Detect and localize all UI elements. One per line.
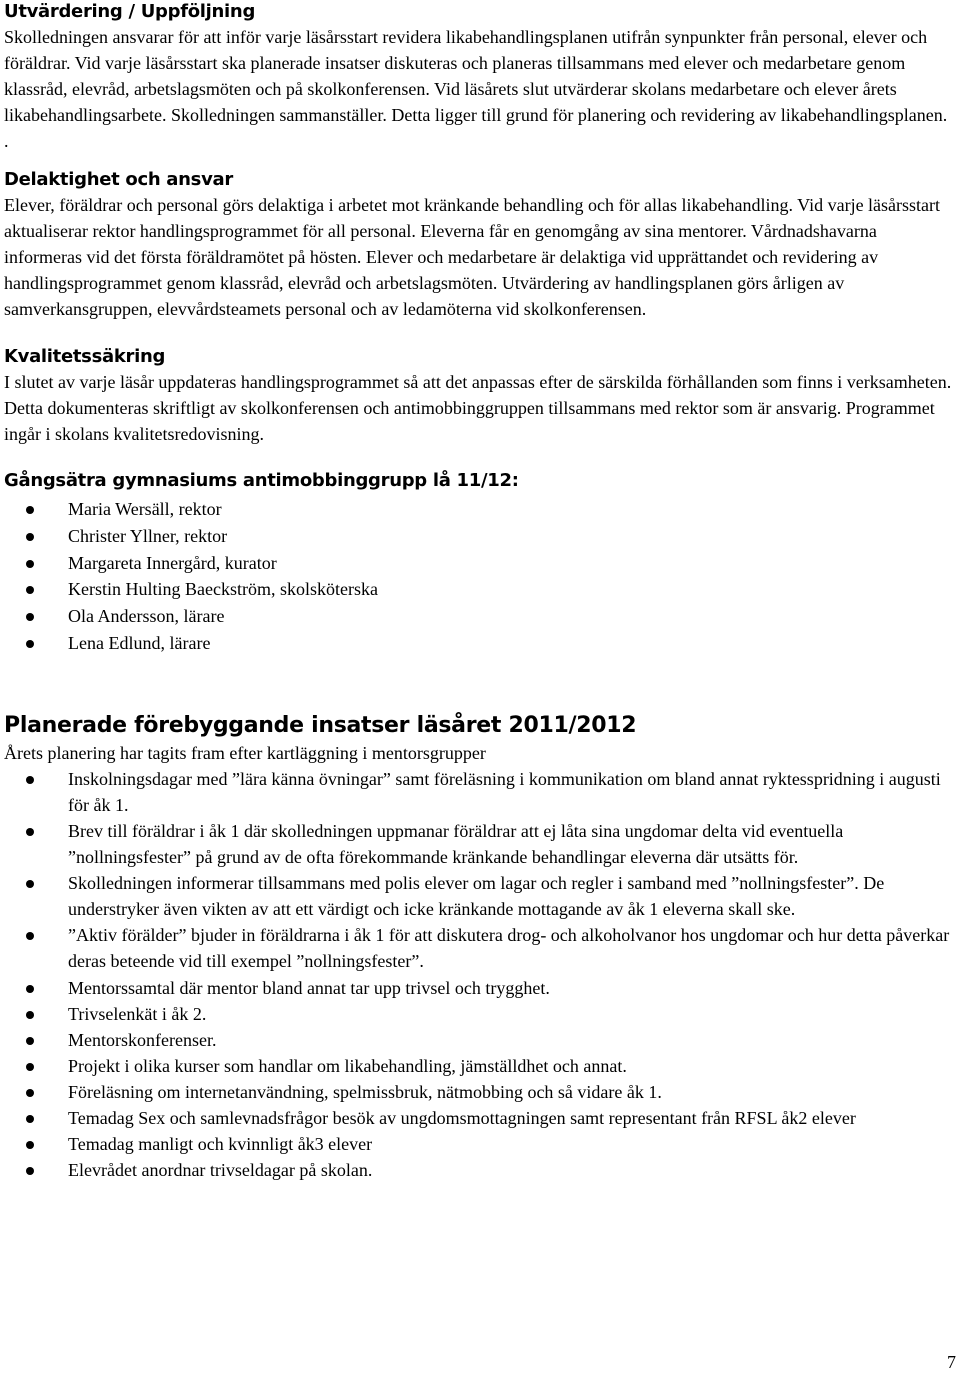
list-item: Temadag manligt och kvinnligt åk3 elever: [4, 1131, 954, 1157]
list-item: Mentorssamtal där mentor bland annat tar upp trivsel och trygghet.: [4, 975, 954, 1001]
list-item: Mentorskonferenser.: [4, 1027, 954, 1053]
document-page: [4, 0, 954, 1183]
planned-intro: Årets planering har tagits fram efter kartläggning i mentorsgrupper: [4, 742, 486, 763]
list-item: Brev till föräldrar i åk 1 där skolledningen uppmanar föräldrar att ej låta sina ungdomar delta vid eventuella ”nollningsfester” på grund av de ofta förekommande kränkande behandlingar eleverna där utsätts för.: [4, 818, 954, 870]
list-item: Elevrådet anordnar trivseldagar på skolan.: [4, 1157, 954, 1183]
list-item: Temadag Sex och samlevnadsfrågor besök av ungdomsmottagningen samt representant från RFSL åk2 elever: [4, 1105, 954, 1131]
evaluation-paragraph: Skolledningen ansvarar för att inför varje läsårsstart revidera likabehandlingsplanen utifrån synpunkter från personal, elever och föräldrar. Vid varje läsårsstart ska planerade insatser diskuteras och planeras tillsammans med elever och medarbetare genom klassråd, elevråd, arbetslagsmöten och på skolkonferensen. Vid läsårets slut utvärderar skolans medarbetare och elever årets likabehandlingsarbete. Skolledningen sammanställer. Detta ligger till grund för planering och revidering av likabehandlingsplanen.: [4, 27, 948, 125]
list-item: Christer Yllner, rektor: [4, 523, 954, 550]
page-number: 7: [947, 1352, 956, 1372]
stray-dot: .: [4, 131, 9, 151]
list-item: Maria Wersäll, rektor: [4, 496, 954, 523]
planned-item-list: [4, 766, 954, 1184]
list-item: Skolledningen informerar tillsammans med polis elever om lagar och regler i samband med ”nollningsfester”. De understryker även vikten av att ett värdigt och icke kränkande mottagande av åk 1 eleverna skall ske.: [4, 870, 954, 922]
evaluation-heading: Utvärdering / Uppföljning: [4, 1, 256, 22]
list-item: Lena Edlund, lärare: [4, 630, 954, 657]
list-item: Trivselenkät i åk 2.: [4, 1001, 954, 1027]
list-item: Kerstin Hulting Baeckström, skolsköterska: [4, 576, 954, 603]
group-heading: Gångsätra gymnasiums antimobbinggrupp lå 11/12:: [4, 470, 519, 491]
list-item: Margareta Innergård, kurator: [4, 550, 954, 577]
list-item: Projekt i olika kurser som handlar om likabehandling, jämställdhet och annat.: [4, 1053, 954, 1079]
list-item: Inskolningsdagar med ”lära känna övningar” samt föreläsning i kommunikation om bland annat ryktesspridning i augusti för åk 1.: [4, 766, 954, 818]
quality-paragraph: I slutet av varje läsår uppdateras handlingsprogrammet så att det anpassas efter de särskilda förhållanden som finns i verksamheten. Detta dokumenteras skriftligt av skolkonferensen och antimobbinggruppen tillsammans med rektor som är ansvarig. Programmet ingår i skolans kvalitetsredovisning.: [4, 372, 952, 444]
group-member-list: [4, 496, 954, 657]
quality-heading: Kvalitetssäkring: [4, 346, 166, 367]
participation-heading: Delaktighet och ansvar: [4, 169, 233, 190]
list-item: ”Aktiv förälder” bjuder in föräldrarna i åk 1 för att diskutera drog- och alkoholvanor hos ungdomar och hur detta påverkar deras beteende vid till exempel ”nollningsfester”.: [4, 922, 954, 974]
planned-heading: Planerade förebyggande insatser läsåret 2011/2012: [4, 712, 637, 738]
participation-paragraph: Elever, föräldrar och personal görs delaktiga i arbetet mot kränkande behandling och för allas likabehandling. Vid varje läsårsstart aktualiserar rektor handlingsprogrammet för all personal. Eleverna får en genomgång av sina mentorer. Vårdnadshavarna informeras vid det första föräldramötet på hösten. Elever och medarbetare är delaktiga vid upprättandet och revidering av handlingsprogrammet genom klassråd, elevråd och arbetslagsmöten. Utvärdering av handlingsplanen görs årligen av samverkansgruppen, elevvårdsteamets personal och av ledamöterna vid skolkonferensen.: [4, 195, 941, 319]
list-item: Föreläsning om internetanvändning, spelmissbruk, nätmobbing och så vidare åk 1.: [4, 1079, 954, 1105]
list-item: Ola Andersson, lärare: [4, 603, 954, 630]
